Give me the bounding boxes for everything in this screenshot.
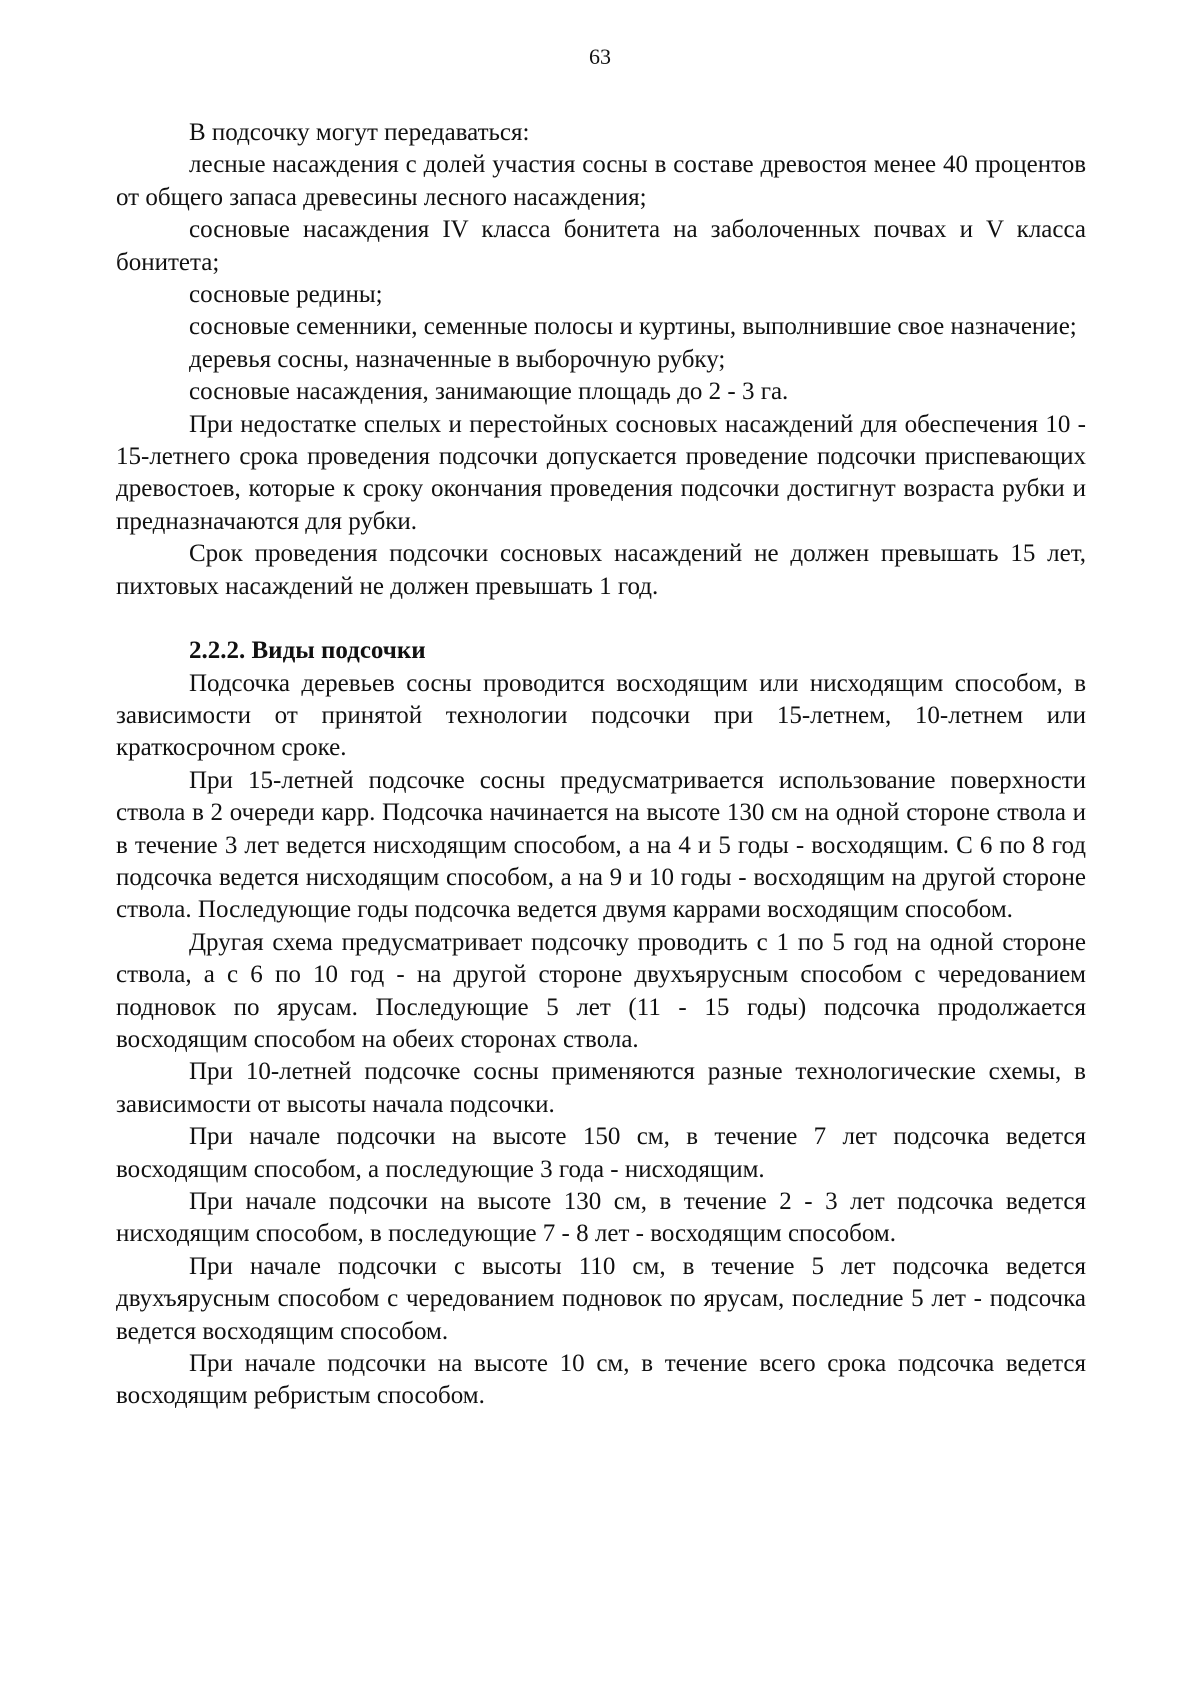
paragraph: Срок проведения подсочки сосновых насаждений не должен превышать 15 лет, пихтовых насаждений не должен превышать 1 год. — [116, 540, 1086, 600]
paragraph: При начале подсочки на высоте 130 см, в течение 2 - 3 лет подсочка ведется нисходящим способом, в последующие 7 - 8 лет - восходящим способом. — [116, 1188, 1086, 1248]
paragraph: сосновые семенники, семенные полосы и куртины, выполнившие свое назначение; — [189, 313, 1077, 341]
paragraph: При недостатке спелых и перестойных сосновых насаждений для обеспечения 10 - 15-летнего срока проведения подсочки допускается проведение подсочки приспевающих древостоев, которые к сроку окончания проведения подсочки достигнут возраста рубки и предназначаются для рубки. — [116, 410, 1086, 535]
paragraph: деревья сосны, назначенные в выборочную рубку; — [189, 345, 726, 373]
paragraph: При начале подсочки на высоте 10 см, в течение всего срока подсочка ведется восходящим ребристым способом. — [116, 1350, 1086, 1410]
paragraph: сосновые насаждения IV класса бонитета на заболоченных почвах и V класса бонитета; — [116, 216, 1086, 276]
paragraph: При начале подсочки с высоты 110 см, в течение 5 лет подсочка ведется двухъярусным способом с чередованием подновок по ярусам, последние 5 лет - подсочка ведется восходящим способом. — [116, 1252, 1086, 1345]
paragraph: При начале подсочки на высоте 150 см, в течение 7 лет подсочка ведется восходящим способом, а последующие 3 года - нисходящим. — [116, 1123, 1086, 1183]
section-heading: 2.2.2. Виды подсочки — [189, 637, 426, 665]
paragraph: При 15-летней подсочке сосны предусматривается использование поверхности ствола в 2 очереди карр. Подсочка начинается на высоте 130 см на одной стороне ствола и в течение 3 лет ведется нисходящим способом, а на 4 и 5 годы - восходящим. С 6 по 8 год подсочка ведется нисходящим способом, а на 9 и 10 годы - восходящим на другой стороне ствола. Последующие годы подсочка ведется двумя каррами восходящим способом. — [116, 766, 1086, 924]
paragraph: сосновые насаждения, занимающие площадь до 2 - 3 га. — [189, 378, 789, 406]
paragraph: Другая схема предусматривает подсочку проводить с 1 по 5 год на одной стороне ствола, а с 6 по 10 год - на другой стороне двухъярусным способом с чередованием подновок по ярусам. Последующие 5 лет (11 - 15 годы) подсочка продолжается восходящим способом на обеих сторонах ствола. — [116, 928, 1086, 1053]
document-body — [116, 117, 1086, 1413]
paragraph: лесные насаждения с долей участия сосны в составе древостоя менее 40 процентов от общего запаса древесины лесного насаждения; — [116, 151, 1086, 211]
paragraph: В подсочку могут передаваться: — [189, 119, 530, 146]
paragraph: сосновые редины; — [189, 281, 383, 309]
page-number: 63 — [589, 44, 611, 69]
paragraph: При 10-летней подсочке сосны применяются разные технологические схемы, в зависимости от высоты начала подсочки. — [116, 1058, 1086, 1118]
paragraph: Подсочка деревьев сосны проводится восходящим или нисходящим способом, в зависимости от принятой технологии подсочки при 15-летнем, 10-летнем или краткосрочном сроке. — [116, 669, 1086, 762]
